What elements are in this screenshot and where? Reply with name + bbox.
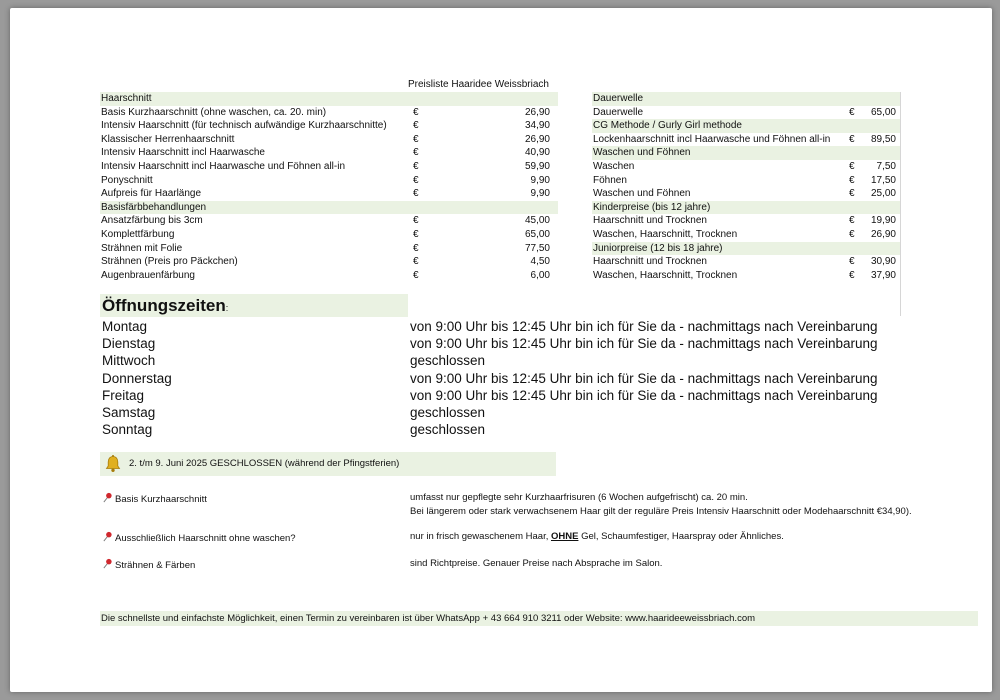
- price-category-label: Dauerwelle: [593, 93, 644, 104]
- weekday-label: Mittwoch: [102, 353, 156, 369]
- note-ohne-text-after: Gel, Schaumfestiger, Haarspray oder Ähnliches.: [578, 531, 784, 542]
- note-straehnen-label: [102, 558, 195, 571]
- opening-hours-value: geschlossen: [410, 353, 486, 369]
- price-item-row: [592, 174, 900, 188]
- document-title: Preisliste Haaridee Weissbriach: [408, 79, 549, 90]
- price-value: 26,90: [870, 228, 896, 240]
- opening-hours-row: [102, 387, 902, 404]
- price-item-name: Waschen, Haarschnitt, Trocknen: [593, 228, 738, 240]
- currency-symbol: €: [849, 133, 855, 145]
- price-item-name: Waschen, Haarschnitt, Trocknen: [593, 269, 738, 281]
- price-item-name: Ponyschnitt: [101, 174, 153, 186]
- opening-hours-value: geschlossen: [410, 422, 486, 438]
- price-item-name: Komplettfärbung: [101, 228, 175, 240]
- footer-contact-bar: [100, 611, 978, 626]
- note-basis-label-text: Basis Kurzhaarschnitt: [115, 494, 207, 505]
- price-value: 59,90: [524, 160, 550, 172]
- pushpin-icon: [102, 531, 113, 542]
- price-item-row: [100, 146, 558, 160]
- opening-hours-value: von 9:00 Uhr bis 12:45 Uhr bin ich für Sie da - nachmittags nach Vereinbarung: [410, 370, 878, 386]
- price-item-name: Intensiv Haarschnitt incl Haarwasche: [101, 147, 265, 159]
- price-item-row: [100, 174, 558, 188]
- pushpin-icon: [102, 558, 113, 569]
- price-item-row: [592, 133, 900, 147]
- price-category-row: [592, 92, 900, 106]
- price-item-name: Intensiv Haarschnitt (für technisch aufwändige Kurzhaarschnitte): [101, 120, 387, 132]
- weekday-label: Freitag: [102, 387, 145, 403]
- price-category-row: [592, 119, 900, 133]
- opening-hours-value: von 9:00 Uhr bis 12:45 Uhr bin ich für Sie da - nachmittags nach Vereinbarung: [410, 387, 878, 403]
- closure-notice-text: 2. t/m 9. Juni 2025 GESCHLOSSEN (während der Pfingstferien): [129, 458, 400, 469]
- note-ohne-label-text: Ausschließlich Haarschnitt ohne waschen?: [115, 533, 296, 544]
- price-item-row: [100, 187, 558, 201]
- price-item-name: Strähnen mit Folie: [101, 242, 183, 254]
- opening-hours-row: [102, 335, 902, 352]
- note-ohne-label: [102, 531, 296, 544]
- currency-symbol: €: [413, 160, 419, 172]
- opening-hours-row: [102, 318, 902, 335]
- weekday-label: Samstag: [102, 404, 156, 420]
- currency-symbol: €: [413, 133, 419, 145]
- currency-symbol: €: [413, 147, 419, 159]
- price-item-row: [592, 187, 900, 201]
- table-divider: [900, 92, 901, 316]
- price-item-row: [100, 269, 558, 283]
- price-item-name: Lockenhaarschnitt incl Haarwasche und Föhnen all-in: [593, 133, 831, 145]
- currency-symbol: €: [413, 242, 419, 254]
- pushpin-icon: [102, 492, 113, 503]
- price-value: 26,90: [524, 106, 550, 118]
- price-value: 89,50: [870, 133, 896, 145]
- price-item-row: [100, 214, 558, 228]
- price-category-label: Juniorpreise (12 bis 18 jahre): [593, 242, 723, 254]
- currency-symbol: €: [413, 269, 419, 281]
- closure-notice: [100, 452, 556, 476]
- currency-symbol: €: [413, 120, 419, 132]
- opening-hours-value: geschlossen: [410, 404, 486, 420]
- currency-symbol: €: [849, 106, 855, 118]
- opening-hours-title: [102, 296, 228, 316]
- price-category-row: [592, 201, 900, 215]
- price-value: 9,90: [530, 188, 550, 200]
- price-item-row: [100, 160, 558, 174]
- note-basis-line2: Bei längerem oder stark verwachsenem Haar gilt der reguläre Preis Intensiv Haarschnitt oder Modehaarschnitt €34,90).: [410, 506, 912, 517]
- price-value: 6,00: [530, 269, 550, 281]
- price-item-name: Strähnen (Preis pro Päckchen): [101, 256, 238, 268]
- price-item-row: [100, 119, 558, 133]
- note-straehnen-label-text: Strähnen & Färben: [115, 560, 196, 571]
- opening-hours-value: von 9:00 Uhr bis 12:45 Uhr bin ich für Sie da - nachmittags nach Vereinbarung: [410, 336, 878, 352]
- opening-hours-title-suffix: :: [225, 303, 229, 313]
- price-value: 7,50: [876, 160, 896, 172]
- price-value: 30,90: [870, 256, 896, 268]
- currency-symbol: €: [413, 256, 419, 268]
- price-item-name: Basis Kurzhaarschnitt (ohne waschen, ca. 20. min): [101, 106, 327, 118]
- price-category-row: [592, 242, 900, 256]
- currency-symbol: €: [849, 256, 855, 268]
- note-ohne-text-before: nur in frisch gewaschenem Haar,: [410, 531, 551, 542]
- weekday-label: Donnerstag: [102, 370, 172, 386]
- price-table-right: [592, 92, 900, 282]
- opening-hours-row: [102, 404, 902, 421]
- price-item-name: Ansatzfärbung bis 3cm: [101, 215, 203, 227]
- note-basis-line1: umfasst nur gepflegte sehr Kurzhaarfrisuren (6 Wochen aufgefrischt) ca. 20 min.: [410, 492, 748, 503]
- price-value: 40,90: [524, 147, 550, 159]
- price-category-label: CG Methode / Gurly Girl methode: [593, 120, 742, 132]
- price-item-row: [100, 255, 558, 269]
- price-value: 34,90: [524, 120, 550, 132]
- price-category-label: Basisfärbbehandlungen: [101, 201, 207, 213]
- currency-symbol: €: [849, 160, 855, 172]
- opening-hours-row: [102, 352, 902, 369]
- document-page: [10, 8, 992, 692]
- price-value: 26,90: [524, 133, 550, 145]
- price-value: 65,00: [870, 106, 896, 118]
- price-item-name: Haarschnitt und Trocknen: [593, 256, 707, 268]
- price-item-name: Aufpreis für Haarlänge: [101, 188, 202, 200]
- opening-hours-row: [102, 421, 902, 438]
- weekday-label: Montag: [102, 319, 148, 334]
- currency-symbol: €: [849, 215, 855, 227]
- price-item-row: [100, 133, 558, 147]
- opening-hours-row: [102, 370, 902, 387]
- opening-hours-title-text: Öffnungszeiten: [102, 296, 226, 315]
- bell-icon: [103, 454, 123, 474]
- price-item-row: [100, 242, 558, 256]
- currency-symbol: €: [413, 174, 419, 186]
- price-item-row: [100, 228, 558, 242]
- currency-symbol: €: [413, 228, 419, 240]
- price-item-row: [592, 269, 900, 283]
- weekday-label: Dienstag: [102, 336, 156, 352]
- price-category-label: Kinderpreise (bis 12 jahre): [593, 201, 711, 213]
- price-item-row: [100, 106, 558, 120]
- price-value: 65,00: [524, 228, 550, 240]
- note-ohne-text: [410, 531, 784, 542]
- price-table-left: [100, 92, 558, 282]
- price-item-row: [592, 228, 900, 242]
- price-item-name: Waschen und Föhnen: [593, 188, 691, 200]
- opening-hours-value: von 9:00 Uhr bis 12:45 Uhr bin ich für Sie da - nachmittags nach Vereinbarung: [410, 319, 878, 334]
- price-category-label: Haarschnitt: [101, 93, 152, 104]
- opening-hours-list: [102, 318, 902, 438]
- price-value: 19,90: [870, 215, 896, 227]
- price-category-row: [592, 146, 900, 160]
- price-category-row: [100, 92, 558, 106]
- price-value: 17,50: [870, 174, 896, 186]
- currency-symbol: €: [849, 269, 855, 281]
- note-ohne-emphasis: OHNE: [550, 531, 579, 542]
- price-value: 4,50: [530, 256, 550, 268]
- footer-contact-text: Die schnellste und einfachste Möglichkeit, einen Termin zu vereinbaren ist über WhatsApp + 43 664 910 3211 oder Website: www.haarideeweissbriach.com: [101, 613, 756, 624]
- price-value: 37,90: [870, 269, 896, 281]
- price-value: 45,00: [524, 215, 550, 227]
- price-value: 77,50: [524, 242, 550, 254]
- price-value: 25,00: [870, 188, 896, 200]
- currency-symbol: €: [849, 228, 855, 240]
- note-basis-label: [102, 492, 207, 505]
- price-value: 9,90: [530, 174, 550, 186]
- price-item-name: Waschen: [593, 160, 635, 172]
- currency-symbol: €: [413, 188, 419, 200]
- price-item-name: Klassischer Herrenhaarschnitt: [101, 133, 235, 145]
- price-item-name: Intensiv Haarschnitt incl Haarwasche und Föhnen all-in: [101, 160, 346, 172]
- price-item-row: [592, 160, 900, 174]
- price-item-row: [592, 214, 900, 228]
- price-item-name: Haarschnitt und Trocknen: [593, 215, 707, 227]
- price-item-name: Dauerwelle: [593, 106, 644, 118]
- price-item-name: Föhnen: [593, 174, 627, 186]
- weekday-label: Sonntag: [102, 422, 153, 438]
- currency-symbol: €: [849, 174, 855, 186]
- price-category-row: [100, 201, 558, 215]
- currency-symbol: €: [413, 106, 419, 118]
- price-item-row: [592, 255, 900, 269]
- price-item-name: Augenbrauenfärbung: [101, 269, 195, 281]
- price-item-row: [592, 106, 900, 120]
- currency-symbol: €: [849, 188, 855, 200]
- price-category-label: Waschen und Föhnen: [593, 147, 691, 159]
- currency-symbol: €: [413, 215, 419, 227]
- note-straehnen-text: sind Richtpreise. Genauer Preise nach Absprache im Salon.: [410, 558, 663, 569]
